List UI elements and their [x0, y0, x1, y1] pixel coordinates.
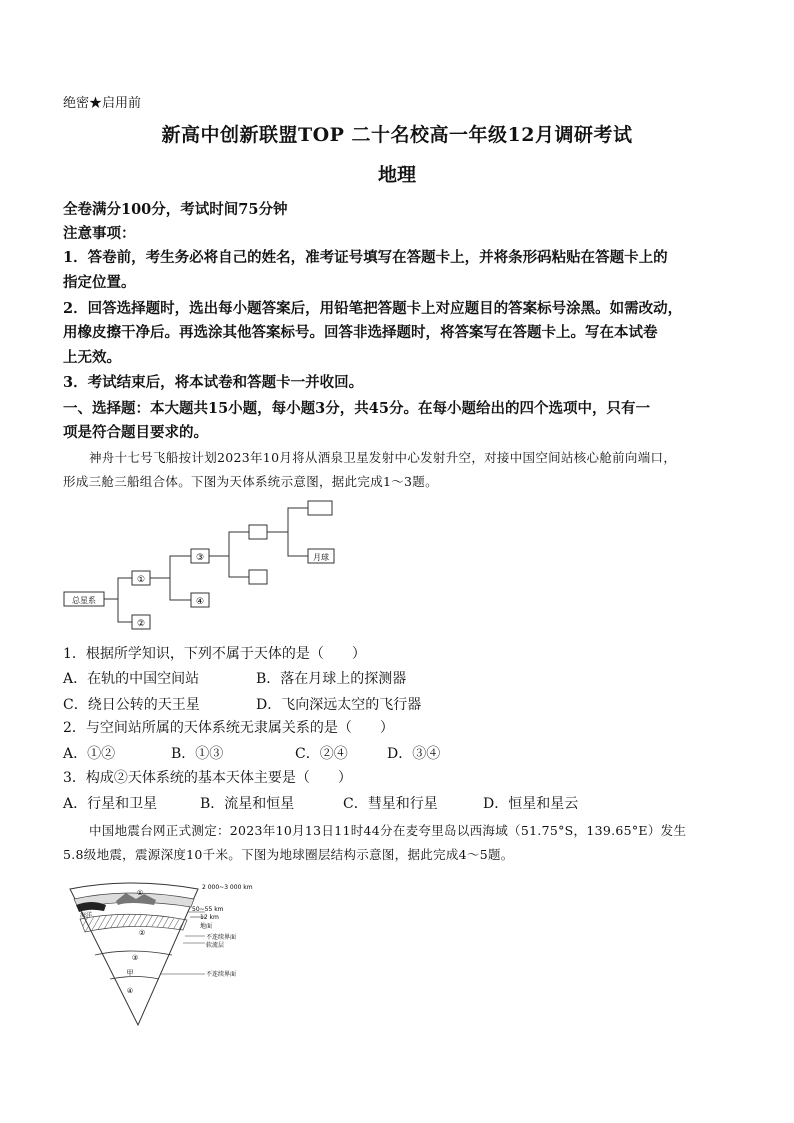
label-ocean: 海洋: [80, 912, 93, 919]
label-discontinuity-2: 不连续界面: [206, 971, 237, 978]
label-n4: ④: [195, 597, 205, 607]
question-3-options: [63, 793, 743, 815]
label-total-galaxy: 总星系: [72, 596, 96, 605]
option[interactable]: B．①③: [171, 746, 224, 762]
exam-title: 新高中创新联盟TOP 二十名校高一年级12月调研考试: [161, 124, 633, 146]
label-n2: ②: [136, 619, 146, 629]
label-ground: 地面: [200, 923, 213, 930]
option[interactable]: D．③④: [387, 746, 441, 762]
question-2-stem: 2．与空间站所属的天体系统无隶属关系的是（ ）: [63, 720, 394, 736]
label-c2: ②: [138, 929, 146, 937]
passage-1-line: 形成三舱三船组合体。下图为天体系统示意图，据此完成1～3题。: [63, 474, 438, 489]
label-n3: ③: [195, 553, 205, 563]
score-line: 全卷满分100分，考试时间75分钟: [63, 201, 288, 218]
label-n1: ①: [136, 575, 146, 585]
label-moon: 月球: [313, 553, 329, 562]
question-2-options: [63, 743, 743, 765]
option[interactable]: D．恒星和星云: [483, 796, 579, 812]
option[interactable]: A．在轨的中国空间站: [63, 671, 200, 687]
label-depth-top: 2 000~3 000 km: [202, 884, 253, 891]
subject-title: 地理: [377, 164, 416, 186]
label-c3: ③: [131, 954, 139, 962]
passage-1-line: 神舟十七号飞船按计划2023年10月将从酒泉卫星发射中心发射升空，对接中国空间站核心舱前向端口，: [89, 450, 677, 465]
option[interactable]: A．①②: [63, 746, 116, 762]
option[interactable]: B．流星和恒星: [200, 796, 295, 812]
earth-layer-diagram: [60, 875, 260, 1033]
passage-2-line: 5.8级地震，震源深度10千米。下图为地球圈层结构示意图，据此完成4～5题。: [63, 847, 514, 862]
label-c1: ①: [136, 889, 144, 897]
label-c4: ④: [126, 987, 134, 995]
section-heading: 一、选择题：本大题共15小题，每小题3分，共45分。在每小题给出的四个选项中，只有一: [63, 400, 650, 417]
passage-2-line: 中国地震台网正式测定：2023年10月13日11时44分在麦夸里岛以西海域（51.75°S，139.65°E）发生: [89, 823, 687, 838]
label-jia: 甲: [126, 969, 134, 977]
notice-item: 上无效。: [63, 349, 121, 366]
question-3-stem: 3．构成②天体系统的基本天体主要是（ ）: [63, 770, 352, 786]
option[interactable]: C．②④: [295, 746, 348, 762]
option[interactable]: B．落在月球上的探测器: [256, 671, 407, 687]
label-discontinuity-1: 不连续界面: [206, 934, 237, 941]
option[interactable]: D．飞向深远太空的飞行器: [256, 697, 422, 713]
celestial-system-diagram: [60, 495, 350, 635]
notice-item: 指定位置。: [63, 274, 136, 291]
notice-item: 用橡皮擦干净后。再选涂其他答案标号。回答非选择题时，将答案写在答题卡上。写在本试卷: [63, 324, 658, 341]
notice-item: 3．考试结束后，将本试卷和答题卡一并收回。: [63, 374, 364, 391]
secret-label: 绝密★启用前: [63, 96, 142, 111]
label-depth-12: 12 km: [200, 914, 219, 921]
option[interactable]: A．行星和卫星: [63, 796, 158, 812]
label-depth-crust: 50~55 km: [192, 906, 224, 913]
notice-item: 1．答卷前，考生务必将自己的姓名，准考证号填写在答题卡上，并将条形码粘贴在答题卡上的: [63, 249, 668, 266]
question-1-stem: 1．根据所学知识，下列不属于天体的是（ ）: [63, 646, 366, 662]
question-1-options-row2: [63, 694, 743, 716]
section-heading-cont: 项是符合题目要求的。: [63, 424, 208, 441]
box-empty-b: [249, 570, 267, 584]
option[interactable]: C．绕日公转的天王星: [63, 697, 200, 713]
notice-item: 2．回答选择题时，选出每小题答案后，用铅笔把答题卡上对应题目的答案标号涂黑。如需改动，: [63, 300, 683, 317]
box-empty-c: [308, 501, 332, 515]
box-empty-a: [249, 525, 267, 539]
option[interactable]: C．彗星和行星: [343, 796, 438, 812]
notice-heading: 注意事项：: [63, 225, 136, 242]
label-asthenosphere: 软流层: [206, 942, 225, 949]
question-1-options: [63, 668, 743, 690]
